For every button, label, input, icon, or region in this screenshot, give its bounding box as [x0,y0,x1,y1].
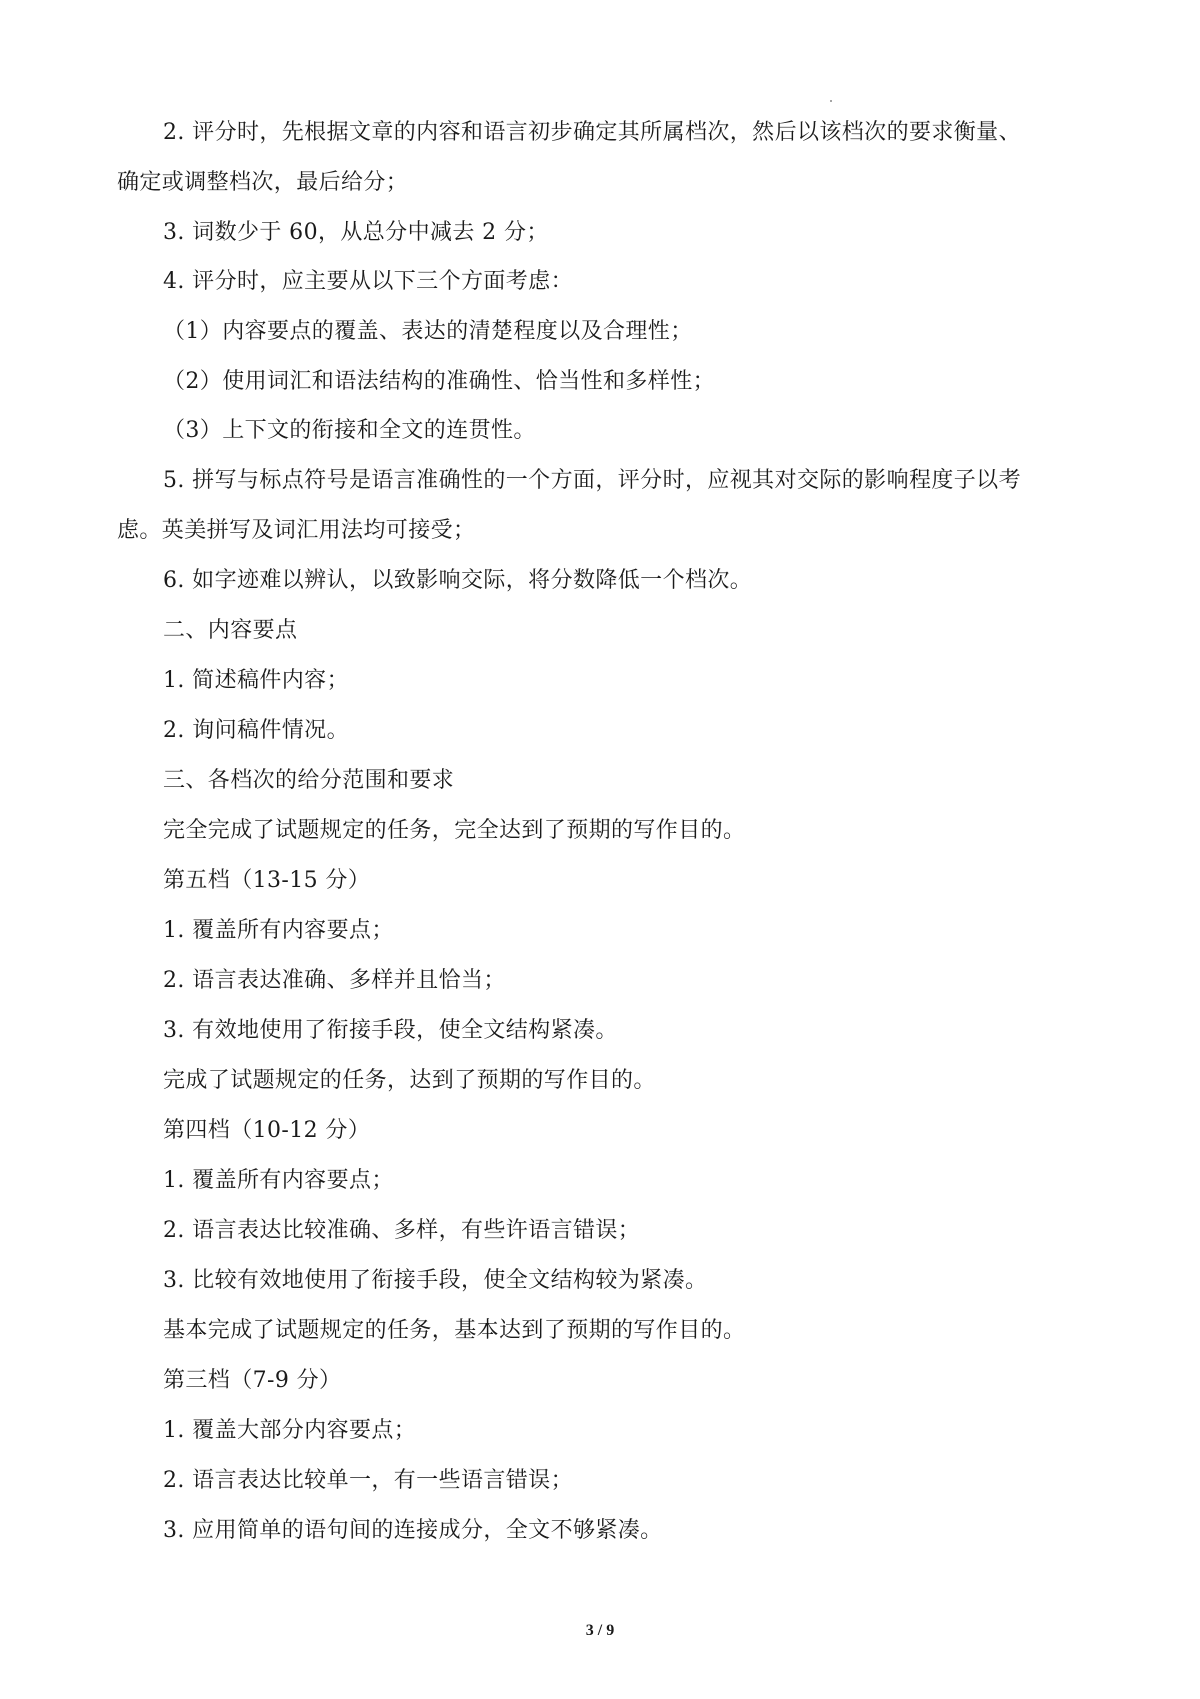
band-4-item-3: 3. 比较有效地使用了衔接手段，使全文结构较为紧凑。 [163,1268,708,1293]
rule-4-sub-2: （2）使用词汇和语法结构的准确性、恰当性和多样性； [163,369,715,394]
rule-2-line-1: 2. 评分时，先根据文章的内容和语言初步确定其所属档次，然后以该档次的要求衡量、 [163,120,1021,145]
page-number: 3 / 9 [585,1622,615,1639]
rule-3: 3. 词数少于 60，从总分中减去 2 分； [163,220,549,245]
band-4-item-2: 2. 语言表达比较准确、多样，有些许语言错误； [163,1218,641,1243]
scan-speck [830,100,832,102]
rule-6: 6. 如字迹难以辨认，以致影响交际，将分数降低一个档次。 [163,568,753,593]
band-3-item-1: 1. 覆盖大部分内容要点； [163,1418,417,1443]
rule-4: 4. 评分时，应主要从以下三个方面考虑： [163,269,573,294]
band-4-item-1: 1. 覆盖所有内容要点； [163,1168,394,1193]
section-heading-content-points: 二、内容要点 [163,618,298,643]
band-4-heading: 第四档（10-12 分） [163,1118,371,1143]
band-3-item-3: 3. 应用简单的语句间的连接成分，全文不够紧凑。 [163,1518,663,1543]
band-3-item-2: 2. 语言表达比较单一，有一些语言错误； [163,1468,573,1493]
rule-4-sub-3: （3）上下文的衔接和全文的连贯性。 [163,418,536,443]
content-point-1: 1. 简述稿件内容； [163,668,349,693]
band-5-heading: 第五档（13-15 分） [163,868,371,893]
rule-5-line-1: 5. 拼写与标点符号是语言准确性的一个方面，评分时，应视其对交际的影响程度子以考 [163,468,1021,493]
rule-4-sub-1: （1）内容要点的覆盖、表达的清楚程度以及合理性； [163,319,693,344]
band-5-item-3: 3. 有效地使用了衔接手段，使全文结构紧凑。 [163,1018,618,1043]
band-3-description: 基本完成了试题规定的任务，基本达到了预期的写作目的。 [163,1318,746,1343]
rule-2-line-2: 确定或调整档次，最后给分； [117,170,409,195]
content-point-2: 2. 询问稿件情况。 [163,718,349,743]
band-4-description: 完成了试题规定的任务，达到了预期的写作目的。 [163,1068,656,1093]
band-5-description: 完全完成了试题规定的任务，完全达到了预期的写作目的。 [163,818,746,843]
rule-5-line-2: 虑。英美拼写及词汇用法均可接受； [117,518,476,543]
band-5-item-2: 2. 语言表达准确、多样并且恰当； [163,968,506,993]
band-3-heading: 第三档（7-9 分） [163,1368,342,1393]
section-heading-score-bands: 三、各档次的给分范围和要求 [163,768,455,793]
band-5-item-1: 1. 覆盖所有内容要点； [163,918,394,943]
